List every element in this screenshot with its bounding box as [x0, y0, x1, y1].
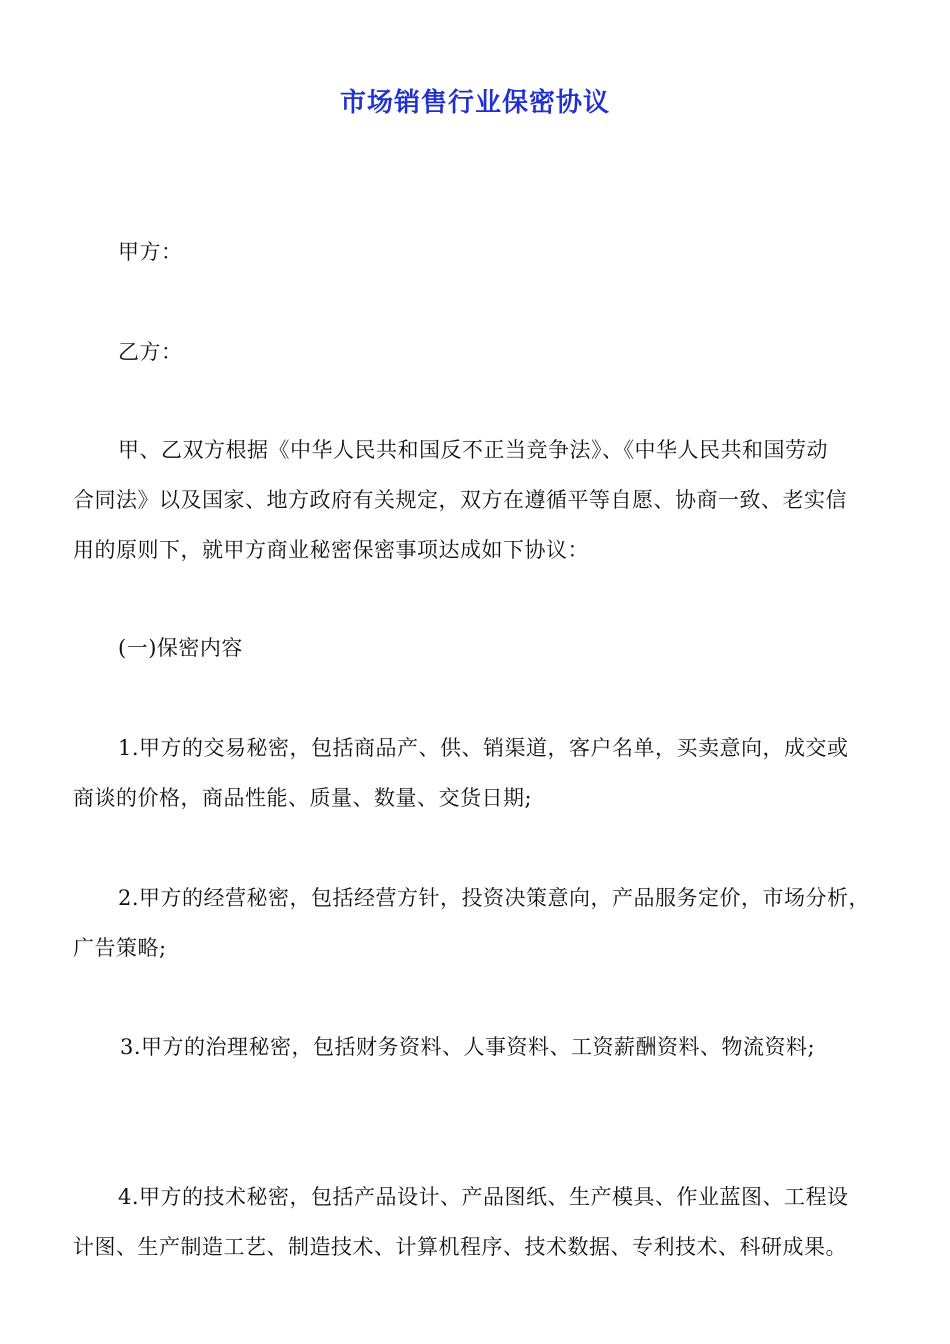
item-1-line-1: 1.甲方的交易秘密，包括商品产、供、销渠道，客户名单，买卖意向，成交或 [118, 736, 849, 760]
party-b-label: 乙方： [118, 340, 183, 364]
document-title: 市场销售行业保密协议 [339, 88, 610, 118]
item-4-line-2: 计图、生产制造工艺、制造技术、计算机程序、技术数据、专利技术、科研成果。 [73, 1235, 847, 1259]
intro-paragraph-line-3: 用的原则下，就甲方商业秘密保密事项达成如下协议： [73, 538, 589, 562]
item-3-line-1: 3.甲方的治理秘密，包括财务资料、人事资料、工资薪酬资料、物流资料; [120, 1035, 816, 1059]
section-heading-confidential-content: (一)保密内容 [118, 636, 243, 660]
item-4-line-1: 4.甲方的技术秘密，包括产品设计、产品图纸、生产模具、作业蓝图、工程设 [118, 1185, 849, 1209]
intro-paragraph-line-1: 甲、乙双方根据《中华人民共和国反不正当竞争法》、《中华人民共和国劳动 [118, 438, 828, 462]
item-2-line-1: 2.甲方的经营秘密，包括经营方针，投资决策意向，产品服务定价，市场分析， [118, 886, 871, 910]
item-2-line-2: 广告策略; [73, 936, 167, 960]
party-a-label: 甲方： [118, 240, 183, 264]
item-1-line-2: 商谈的价格，商品性能、质量、数量、交货日期; [73, 786, 533, 810]
intro-paragraph-line-2: 合同法》以及国家、地方政府有关规定，双方在遵循平等自愿、协商一致、老实信 [73, 488, 847, 512]
